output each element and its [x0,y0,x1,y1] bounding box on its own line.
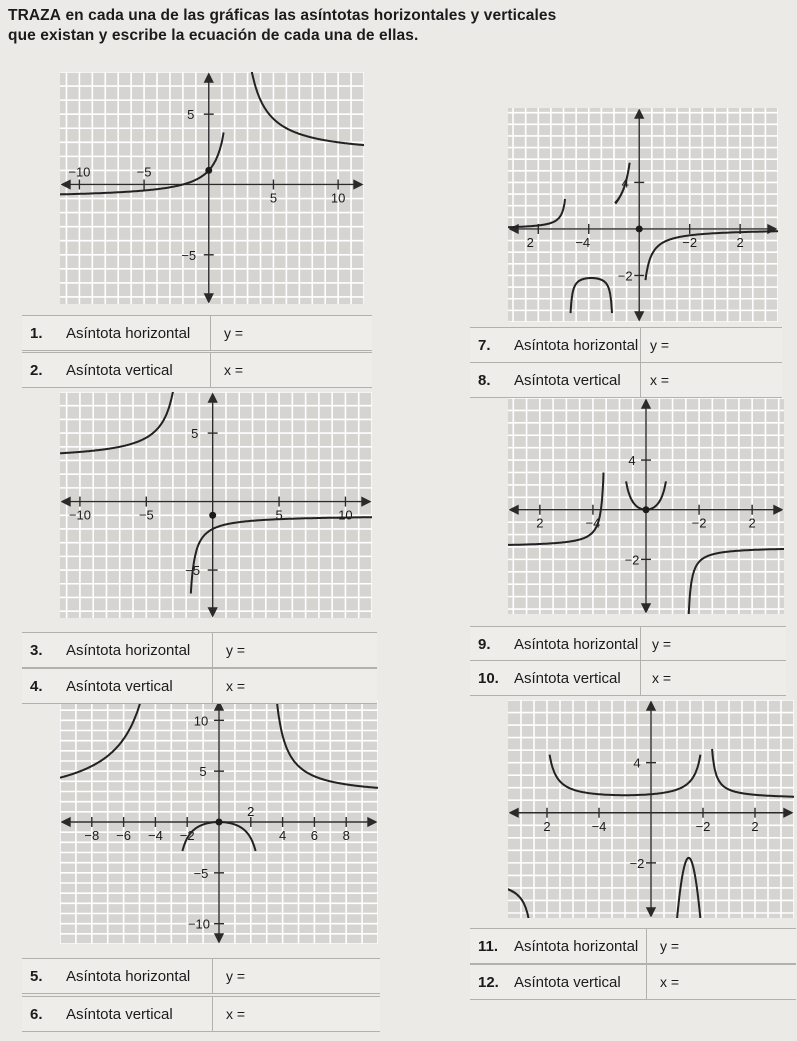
item-number: 3. [30,641,43,659]
answer-field[interactable]: y = [226,968,246,984]
tick-label: −2 [695,818,711,834]
tick-label: 4 [628,453,636,469]
graph-2 [60,392,372,618]
tick-label: 5 [269,190,278,206]
tick-label: −5 [185,563,201,579]
item-11 [470,928,796,964]
tick-label: −2 [629,855,645,871]
tick-label: 4 [278,828,287,843]
tick-label: −10 [187,916,211,932]
point [216,819,223,826]
answer-field[interactable]: x = [226,1006,246,1022]
graph-5 [508,398,784,614]
item-number: 5. [30,967,43,985]
item-number: 2. [30,361,43,379]
tick-label: 2 [751,818,759,834]
tick-label: 2 [543,818,551,834]
tick-label: 4 [621,175,629,191]
tick-label: 2 [736,234,744,250]
item-number: 4. [30,677,43,695]
item-label: Asíntota vertical [514,371,621,389]
tick-label: −5 [136,164,152,180]
answer-field[interactable]: x = [226,678,246,694]
tick-label: 4 [633,755,641,771]
item-number: 6. [30,1005,43,1023]
item-7 [470,327,782,363]
item-label: Asíntota horizontal [66,967,191,985]
item-8 [470,362,782,398]
tick-label: −6 [116,828,132,843]
tick-label: 2 [247,804,255,819]
tick-label: 2 [526,234,534,250]
item-3 [22,632,377,668]
instructions-text: en cada una de las gráficas las asíntotas horizontales y verticales que existan y escribe la ecuación de cada una de ellas. [8,7,557,44]
item-2 [22,352,372,388]
item-label: Asíntota vertical [514,973,621,991]
tick-label: 5 [187,107,195,123]
tick-label: −10 [68,164,91,180]
item-label: Asíntota horizontal [514,937,639,955]
point [205,167,212,174]
tick-label: −4 [585,515,601,531]
tick-label: −2 [179,828,195,843]
graph-1 [60,72,364,304]
item-label: Asíntota horizontal [66,324,191,342]
answer-field[interactable]: y = [226,642,246,658]
item-label: Asíntota vertical [514,669,621,687]
item-label: Asíntota horizontal [66,641,191,659]
item-label: Asíntota vertical [66,677,173,695]
instructions-lead: TRAZA [8,7,62,24]
point [636,225,643,232]
item-label: Asíntota vertical [66,1005,173,1023]
tick-label: −2 [624,552,640,568]
tick-label: 5 [191,426,199,442]
point [643,506,650,513]
tick-label: −4 [147,828,163,843]
tick-label: −5 [193,865,209,881]
item-label: Asíntota horizontal [514,635,639,653]
tick-label: −5 [138,507,154,523]
tick-label: 5 [199,764,207,780]
tick-label: −2 [682,234,698,250]
tick-label: −4 [591,818,607,834]
answer-field[interactable]: y = [224,325,244,341]
tick-label: −4 [575,234,591,250]
tick-label: −5 [181,247,197,263]
item-12 [470,964,796,1000]
item-number: 7. [478,336,491,354]
item-number: 9. [478,635,491,653]
item-number: 1. [30,324,43,342]
tick-label: −10 [68,507,91,523]
tick-label: −2 [617,268,633,284]
instructions [8,6,568,46]
point [209,512,216,519]
item-label: Asíntota horizontal [514,336,639,354]
item-6 [22,996,380,1032]
item-number: 10. [478,669,499,687]
tick-label: 6 [310,828,319,843]
tick-label: −2 [691,515,707,531]
tick-label: 10 [338,507,353,523]
item-label: Asíntota vertical [66,361,173,379]
tick-label: 8 [342,828,350,843]
answer-field[interactable]: x = [660,974,680,990]
answer-field[interactable]: x = [224,362,244,378]
tick-label: 2 [748,515,756,531]
item-5 [22,958,380,994]
tick-label: 2 [536,515,544,531]
graph-3 [60,700,378,944]
answer-field[interactable]: x = [650,372,670,388]
graph-6 [508,700,794,918]
item-number: 12. [478,973,499,991]
answer-field[interactable]: y = [650,337,670,353]
item-number: 11. [478,937,499,955]
tick-label: 10 [193,713,209,729]
item-10 [470,660,786,696]
answer-field[interactable]: x = [652,670,672,686]
item-9 [470,626,786,662]
item-1 [22,315,372,351]
graph-4 [508,108,778,322]
item-4 [22,668,377,704]
answer-field[interactable]: y = [660,938,680,954]
tick-label: 10 [330,190,346,206]
answer-field[interactable]: y = [652,636,672,652]
item-number: 8. [478,371,491,389]
tick-label: −8 [84,828,100,843]
tick-label: 5 [275,507,283,523]
